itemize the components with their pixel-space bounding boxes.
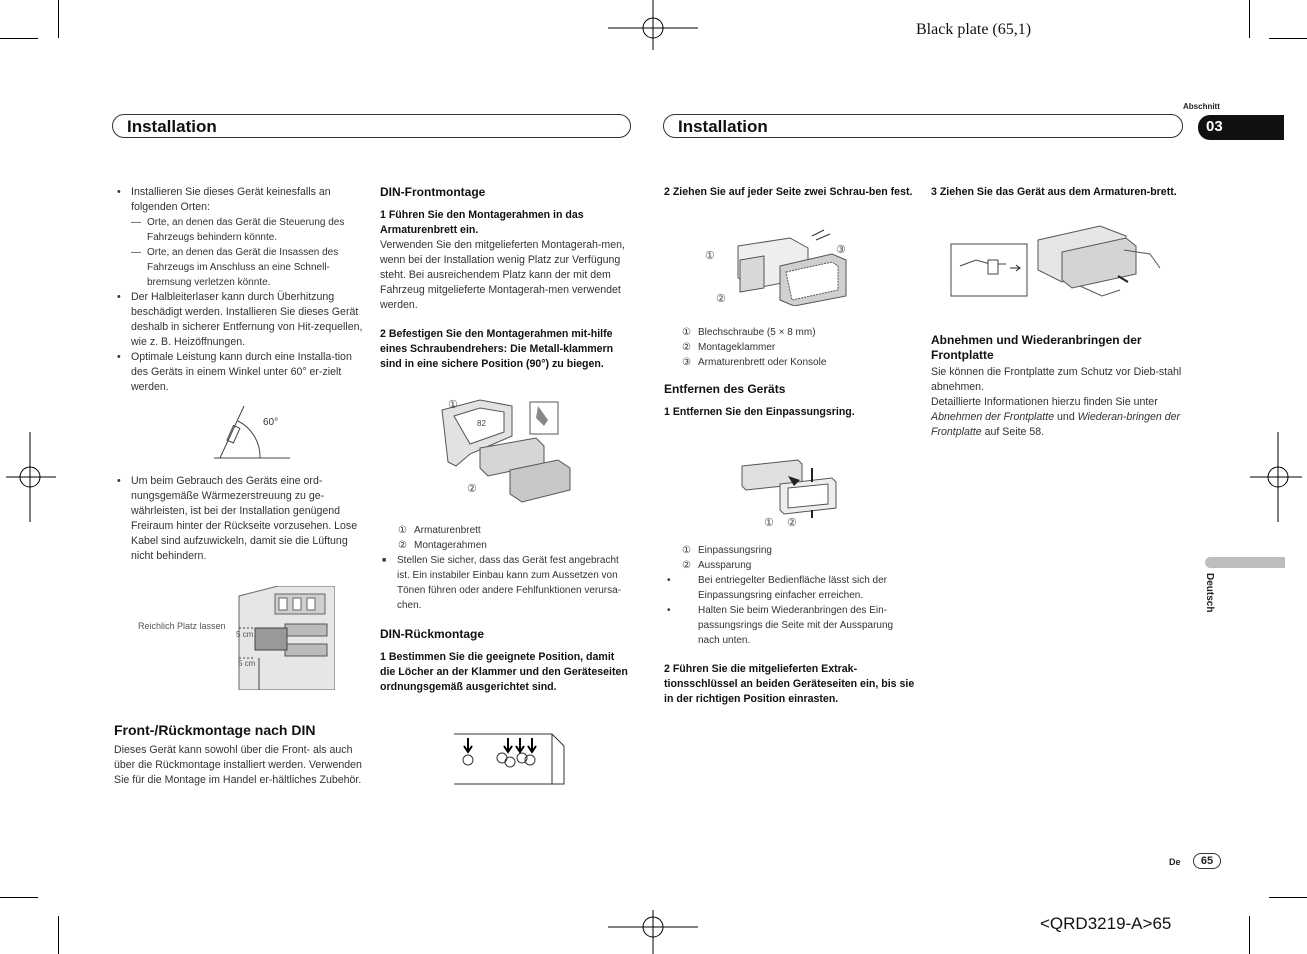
legend-item xyxy=(664,340,916,355)
bullet-item: • Der Halbleiterlaser kann durch Überhitzung beschädigt werden. Installieren Sie dieses Gerät deshalb in sicherer Entfernung von Hit-zequellen, wie z. B. Heizöffnungen. xyxy=(114,290,366,350)
rear-mount-figure xyxy=(452,730,568,786)
language-tab xyxy=(1205,557,1285,568)
column-3 xyxy=(664,185,916,200)
legend-number: ② xyxy=(682,560,691,571)
bullet-item: • Bei entriegelter Bedienfläche lässt sich der Einpassungsring einfacher erreichen. xyxy=(664,573,916,603)
fig-label: ② xyxy=(467,483,477,495)
space-label: Reichlich Platz lassen xyxy=(138,621,226,631)
header-right-title: Installation xyxy=(678,117,768,136)
section-heading: DIN-Rückmontage xyxy=(380,627,485,641)
step: 1 Entfernen Sie den Einpassungsring. xyxy=(664,406,855,418)
page-number: 65 xyxy=(1193,853,1221,869)
section-number: 03 xyxy=(1206,118,1223,135)
front-mount-figure xyxy=(440,396,580,508)
paragraph: Verwenden Sie den mitgelieferten Montagerah-men, wenn bei der Installation wenig Platz zur Verfügung steht. Bei ausreichendem Platz kann der mit dem Fahrzeug mitgelieferte Montagerah-men verwendet werden. xyxy=(380,239,625,311)
fig-label: ② xyxy=(787,517,797,529)
bullet-item: • Halten Sie beim Wiederanbringen des Ein-passungsrings die Seite mit der Aussparung nach unten. xyxy=(664,603,916,648)
registration-mark-right xyxy=(1250,432,1307,522)
fig-label: ① xyxy=(764,517,774,529)
legend-text: Aussparung xyxy=(698,560,752,571)
cross-reference-link[interactable]: Abnehmen der Frontplatte xyxy=(931,411,1055,423)
legend-number: ② xyxy=(398,540,407,551)
crop-mark xyxy=(1249,916,1250,954)
fig-label: ① xyxy=(705,250,715,262)
header-left xyxy=(112,114,631,138)
column-3c xyxy=(664,543,916,707)
cross-reference-link[interactable]: Wiederan-bringen der Frontplatte xyxy=(931,411,1181,438)
legend-item xyxy=(664,543,916,558)
section-heading: Abnehmen und Wiederanbringen der Frontplatte xyxy=(931,333,1142,362)
paragraph-text: auf Seite 58. xyxy=(981,426,1045,438)
crop-mark xyxy=(0,38,38,39)
paragraph: Sie können die Frontplatte zum Schutz vor Dieb-stahl abnehmen. xyxy=(931,366,1182,393)
crop-mark xyxy=(1249,0,1250,38)
fig-text: 82 xyxy=(477,419,486,428)
cm-label-1: 5 cm xyxy=(236,630,254,639)
angle-label: 60° xyxy=(263,417,279,428)
step: 2 Führen Sie die mitgelieferten Extrak-tionsschlüssel an beiden Geräteseiten ein, bis sie in der richtigen Position einrasten. xyxy=(664,663,915,705)
step: 1 Führen Sie den Montagerahmen in das Armaturenbrett ein. xyxy=(380,209,584,236)
trim-ring-figure xyxy=(738,458,842,518)
legend-number: ③ xyxy=(682,357,691,368)
column-1b xyxy=(114,474,366,564)
crop-mark xyxy=(0,897,38,898)
note: ■ Stellen Sie sicher, dass das Gerät fest angebracht ist. Ein instabiler Einbau kann zum Aussetzen von Tönen führen oder andere Fehlfunktionen verursa-chen. xyxy=(380,553,632,613)
header-right xyxy=(663,114,1183,138)
section-heading: DIN-Frontmontage xyxy=(380,185,486,199)
column-2b xyxy=(380,523,632,695)
cm-label-2: 5 cm xyxy=(238,659,256,668)
crop-mark xyxy=(58,0,59,38)
legend-text: Montageklammer xyxy=(698,342,776,353)
legend-text: Armaturenbrett oder Konsole xyxy=(698,357,827,368)
section-heading: Entfernen des Geräts xyxy=(664,382,786,396)
registration-mark-bottom xyxy=(608,910,698,954)
column-4 xyxy=(931,185,1183,200)
column-4b xyxy=(931,333,1183,440)
legend-item xyxy=(380,538,632,553)
section-heading: Front-/Rückmontage nach DIN xyxy=(114,722,316,738)
plate-label: Black plate (65,1) xyxy=(916,21,1032,38)
bullet-item: • Optimale Leistung kann durch eine Installa-tion des Geräts in einem Winkel unter 60° er-zielt werden. xyxy=(114,350,366,395)
dash-item: — Orte, an denen das Gerät die Insassen des Fahrzeugs im Anschluss an eine Schnell-bremsung verletzen könnte. xyxy=(114,245,366,290)
column-1c xyxy=(114,722,366,788)
legend-item xyxy=(664,558,916,573)
fig-label: ① xyxy=(448,399,458,411)
legend-text: Einpassungsring xyxy=(698,545,772,556)
bullet-item: • Installieren Sie dieses Gerät keinesfalls an folgenden Orten: xyxy=(114,185,366,215)
column-2 xyxy=(380,185,632,372)
crop-mark xyxy=(1269,897,1307,898)
legend-text: Montagerahmen xyxy=(414,540,487,551)
step: 2 Ziehen Sie auf jeder Seite zwei Schrau-ben fest. xyxy=(664,186,913,198)
legend-number: ① xyxy=(682,327,691,338)
section-number-tab xyxy=(1198,115,1284,140)
bullet-item: • Um beim Gebrauch des Geräts eine ord-nungsgemäße Wärmezerstreuung zu ge-währleisten, ist bei der Installation genügend Freiraum hinter der Rückseite vorzusehen. Lose Kabel sind aufzuwickeln, damit sie die Lüftung nicht behindern. xyxy=(114,474,366,564)
angle-figure xyxy=(212,404,292,462)
column-1 xyxy=(114,185,366,395)
legend-number: ② xyxy=(682,342,691,353)
column-3b xyxy=(664,325,916,420)
crop-mark xyxy=(1269,38,1307,39)
registration-mark-left xyxy=(0,432,56,522)
header-left-title: Installation xyxy=(127,117,217,136)
legend-text: Blechschraube (5 × 8 mm) xyxy=(698,327,816,338)
footer-code: <QRD3219-A>65 xyxy=(1040,914,1172,933)
fig-label: ② xyxy=(716,293,726,305)
section-label: Abschnitt xyxy=(1183,102,1220,111)
legend-item xyxy=(664,355,916,370)
legend-item xyxy=(380,523,632,538)
paragraph-text: und xyxy=(1054,411,1078,423)
screw-figure xyxy=(720,226,850,306)
step: 2 Befestigen Sie den Montagerahmen mit-hilfe eines Schraubendrehers: Die Metall-klammern sind in eine sichere Position (90°) zu biegen. xyxy=(380,328,614,370)
crop-mark xyxy=(58,916,59,954)
paragraph xyxy=(931,395,1183,440)
paragraph-text: Detaillierte Informationen hierzu finden Sie unter xyxy=(931,396,1158,408)
fig-label: ③ xyxy=(836,244,846,256)
registration-mark-top xyxy=(608,0,698,56)
page-lang: De xyxy=(1169,857,1181,867)
step: 1 Bestimmen Sie die geeignete Position, damit die Löcher an der Klammer und den Geräteseiten ordnungsgemäß ausgerichtet sind. xyxy=(380,651,628,693)
language-label: Deutsch xyxy=(1204,573,1215,613)
step: 3 Ziehen Sie das Gerät aus dem Armaturen-brett. xyxy=(931,186,1177,198)
paragraph: Dieses Gerät kann sowohl über die Front- als auch über die Rückmontage installiert werden. Verwenden Sie für die Montage im Handel er-hältliches Zubehör. xyxy=(114,744,362,786)
dash-item: — Orte, an denen das Gerät die Steuerung des Fahrzeugs behindern könnte. xyxy=(114,215,366,245)
legend-item xyxy=(664,325,916,340)
extraction-figure xyxy=(950,224,1164,300)
legend-text: Armaturenbrett xyxy=(414,525,481,536)
legend-number: ① xyxy=(682,545,691,556)
legend-number: ① xyxy=(398,525,407,536)
